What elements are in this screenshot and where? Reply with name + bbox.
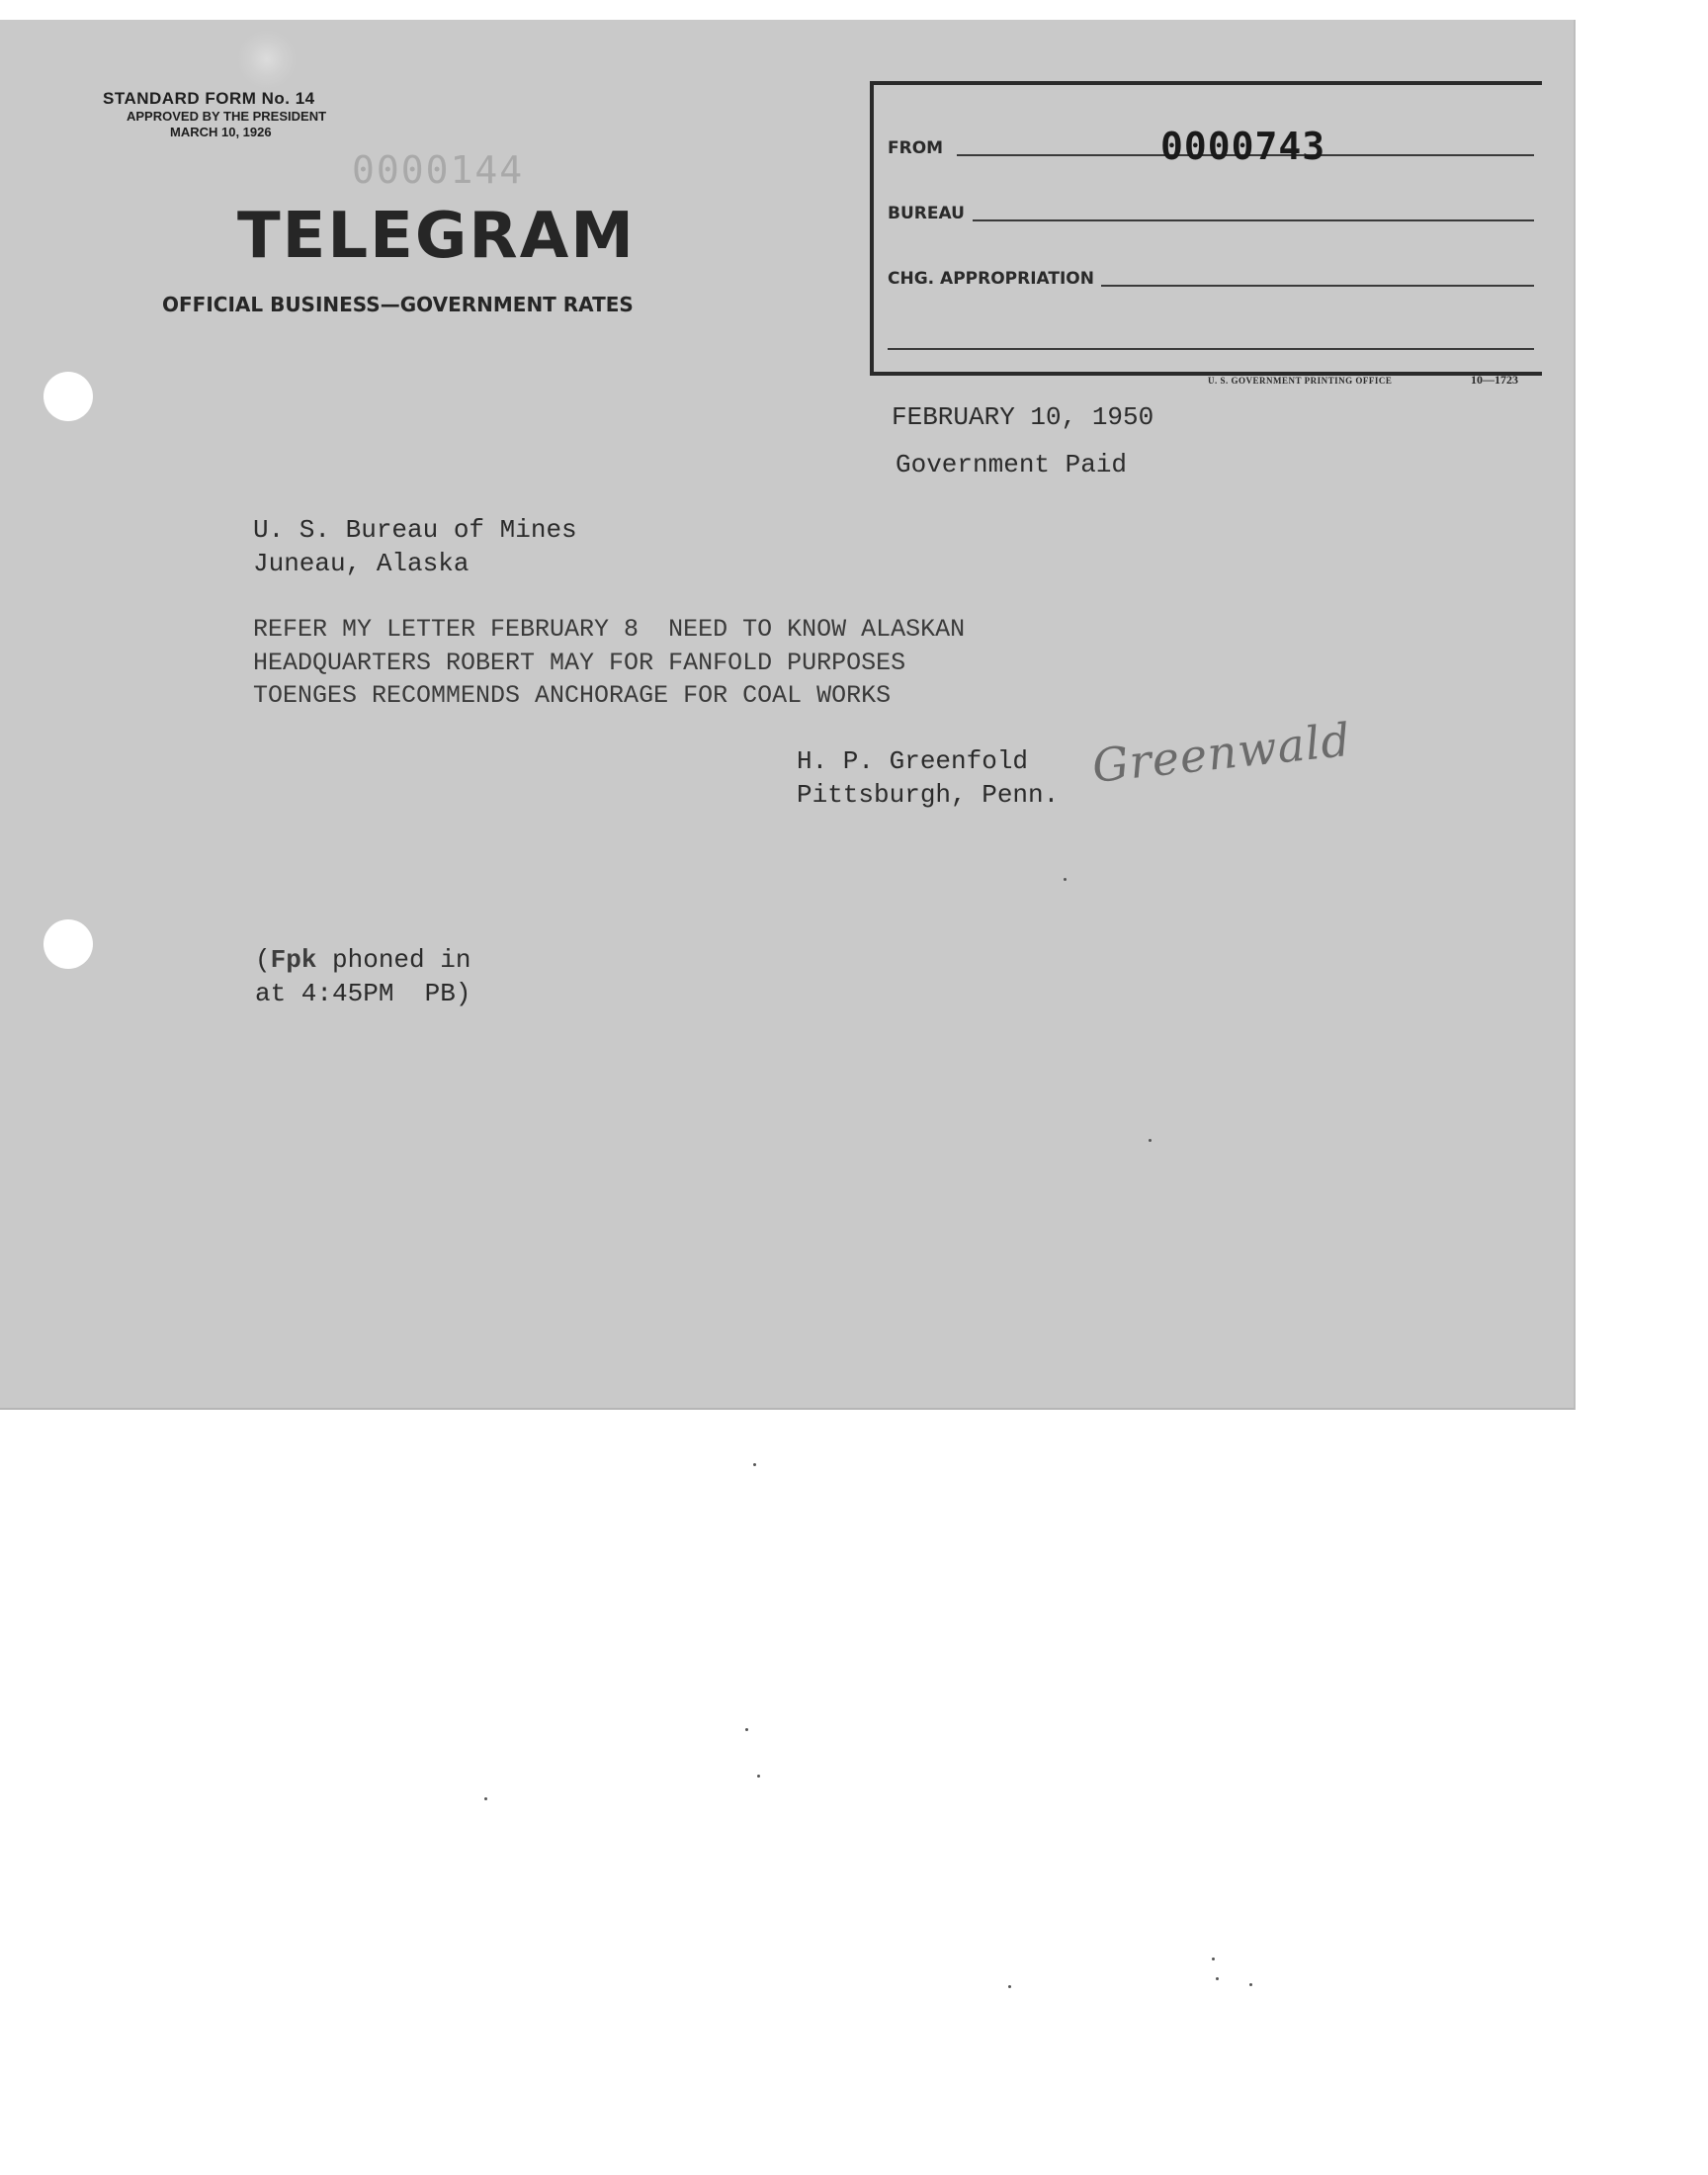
- dust-speck: [1149, 1139, 1152, 1142]
- punch-hole-bottom: [43, 919, 93, 969]
- appropriation-field: [888, 261, 1534, 291]
- dust-speck: [757, 1775, 760, 1778]
- bureau-line: [973, 219, 1534, 221]
- addressee-name: U. S. Bureau of Mines: [253, 515, 577, 545]
- dust-speck: [1216, 1977, 1219, 1980]
- dust-speck: [484, 1797, 487, 1800]
- addressee-location: Juneau, Alaska: [253, 549, 470, 578]
- bureau-field: [888, 196, 1534, 225]
- signer-city: Pittsburgh, Penn.: [797, 780, 1060, 810]
- routing-box: [870, 81, 1542, 376]
- dust-speck: [1064, 878, 1067, 881]
- payment-status: Government Paid: [896, 450, 1128, 479]
- punch-hole-top: [43, 372, 93, 421]
- form-subtitle: OFFICIAL BUSINESS—GOVERNMENT RATES: [162, 293, 634, 316]
- bureau-label: BUREAU: [888, 204, 965, 223]
- form-number: STANDARD FORM No. 14: [103, 89, 315, 108]
- form-title: TELEGRAM: [237, 200, 636, 273]
- approved-date: MARCH 10, 1926: [170, 125, 272, 139]
- approved-by: APPROVED BY THE PRESIDENT: [127, 109, 327, 124]
- phone-note-time: at 4:45PM PB): [255, 979, 471, 1008]
- form-code: 10—1723: [1471, 373, 1518, 387]
- handwritten-correction: Greenwald: [1089, 712, 1354, 793]
- appropriation-line: [1101, 285, 1534, 287]
- faint-stamp-number: 0000144: [352, 148, 525, 192]
- paper-tear: [237, 30, 297, 89]
- message-body-line: REFER MY LETTER FEBRUARY 8 NEED TO KNOW ALASKAN: [253, 615, 966, 644]
- note-rest: phoned in: [316, 945, 471, 975]
- blank-line: [888, 348, 1534, 350]
- dust-speck: [1212, 1958, 1215, 1960]
- phone-note-line: [255, 944, 470, 977]
- message-body-line: TOENGES RECOMMENDS ANCHORAGE FOR COAL WORKS: [253, 681, 892, 710]
- message-body-line: HEADQUARTERS ROBERT MAY FOR FANFOLD PURPOSES: [253, 649, 906, 677]
- telegram-sheet: [0, 20, 1576, 1410]
- from-stamped-number: 0000743: [1160, 125, 1326, 168]
- appropriation-label: CHG. APPROPRIATION: [888, 269, 1094, 289]
- printer-imprint: U. S. GOVERNMENT PRINTING OFFICE: [1208, 376, 1393, 386]
- signer-name: H. P. Greenfold: [797, 746, 1029, 776]
- blank-field: [888, 324, 1534, 354]
- dust-speck: [753, 1463, 756, 1466]
- dust-speck: [1008, 1985, 1011, 1988]
- dust-speck: [1249, 1983, 1252, 1986]
- from-label: FROM: [888, 138, 944, 158]
- dust-speck: [745, 1728, 748, 1731]
- struck-text: Fpk: [270, 945, 317, 975]
- message-date: FEBRUARY 10, 1950: [892, 402, 1154, 432]
- note-open-paren: (: [255, 945, 271, 975]
